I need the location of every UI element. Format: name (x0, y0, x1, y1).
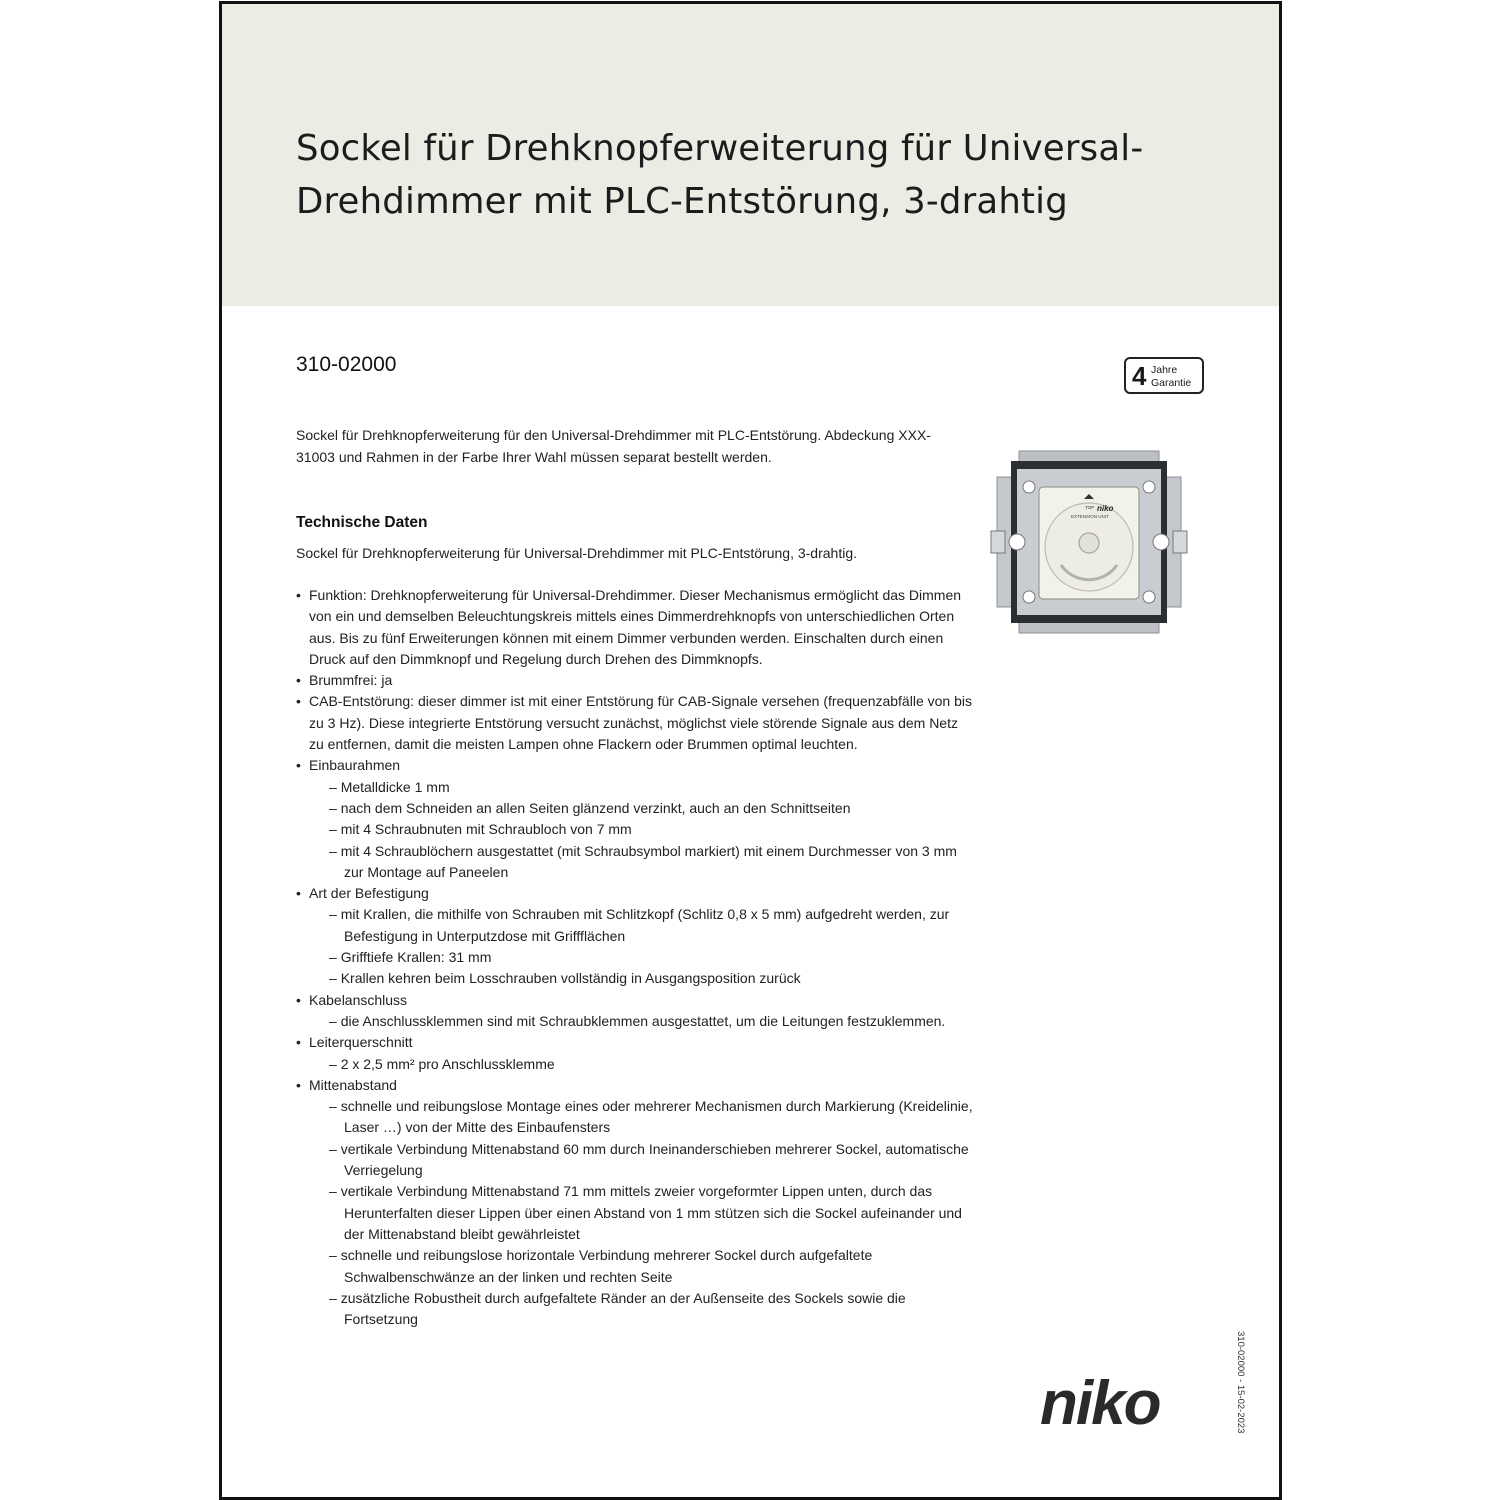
product-image (989, 447, 1189, 637)
document-id-text: 310-02000 - 15-02-2023 (1235, 1331, 1246, 1434)
spec-item-text: Kabelanschluss (309, 991, 408, 1008)
spec-subitem: – vertikale Verbindung Mittenabstand 71 mm mittels zweier vorgeformter Lippen unten, durch das Herunterfalten dieser Lippen über einen Abstand von 1 mm stützen sich die Sockel aufeinander und der Mittenabstand bleibt gewährleistet (309, 1181, 976, 1245)
spec-item-text: Brummfrei: ja (309, 672, 393, 689)
spec-subitem: – mit Krallen, die mithilfe von Schrauben mit Schlitzkopf (Schlitz 0,8 x 5 mm) aufgedreht werden, zur Befestigung in Unterputzdose mit Griffflächen (309, 904, 976, 947)
spec-list (296, 585, 976, 1330)
product-extension-text: EXTENSION UNIT (1071, 514, 1109, 519)
page-title: Sockel für Drehknopferweiterung für Universal-Drehdimmer mit PLC-Entstörung, 3-drahtig (296, 128, 1144, 222)
spec-subitem: – schnelle und reibungslose horizontale Verbindung mehrerer Sockel durch aufgefaltete Schwalbenschwänze an der linken und rechten Seite (309, 1245, 976, 1288)
spec-item (296, 691, 976, 755)
section-title-technical-data: Technische Daten (296, 514, 428, 531)
spec-sublist (309, 1011, 976, 1032)
spec-item (296, 883, 976, 989)
spec-item (296, 670, 976, 691)
intro-paragraph: Sockel für Drehknopferweiterung für den Universal-Drehdimmer mit PLC-Entstörung. Abdeckung XXX-31003 und Rahmen in der Farbe Ihrer Wahl müssen separat bestellt werden. (296, 427, 931, 465)
spec-item (296, 1075, 976, 1331)
spec-item (296, 585, 976, 670)
product-brand-text: niko (1097, 504, 1114, 513)
spec-subitem: – Krallen kehren beim Losschrauben vollständig in Ausgangsposition zurück (309, 968, 976, 989)
spec-subitem: – schnelle und reibungslose Montage eines oder mehrerer Mechanismen durch Markierung (Kreidelinie, Laser …) von der Mitte des Einbaufensters (309, 1096, 976, 1139)
niko-logo (1038, 1376, 1208, 1431)
spec-sublist (309, 904, 976, 989)
warranty-label-guarantee: Garantie (1151, 377, 1192, 389)
datasheet-page (219, 1, 1282, 1500)
spec-subitem: – mit 4 Schraubnuten mit Schraubloch von 7 mm (309, 819, 976, 840)
spec-item (296, 755, 976, 883)
logo-text: niko (1040, 1376, 1160, 1431)
spec-subitem: – die Anschlussklemmen sind mit Schraubklemmen ausgestattet, um die Leitungen festzuklemmen. (309, 1011, 976, 1032)
spec-item (296, 1032, 976, 1075)
spec-sublist (309, 777, 976, 883)
spec-item-text: Leiterquerschnitt (309, 1034, 413, 1051)
spec-item-text: Funktion: Drehknopferweiterung für Universal-Drehdimmer. Dieser Mechanismus ermöglicht das Dimmen von ein und demselben Beleuchtungskreis mittels eines Dimmerdrehknopfs von unterschiedlichen Orten aus. Bis zu fünf Erweiterungen können mit einem Dimmer verbunden werden. Einschalten durch einen Druck auf den Dimmknopf und Regelung durch Drehen des Dimmknopfs. (309, 587, 962, 667)
spec-subitem: – zusätzliche Robustheit durch aufgefaltete Ränder an der Außenseite des Sockels sowie die Fortsetzung (309, 1288, 976, 1331)
spec-item-text: Einbaurahmen (309, 757, 401, 774)
spec-subitem: – 2 x 2,5 mm² pro Anschlussklemme (309, 1054, 976, 1075)
spec-subitem: – nach dem Schneiden an allen Seiten glänzend verzinkt, auch an den Schnittseiten (309, 798, 976, 819)
spec-sublist (309, 1054, 976, 1075)
spec-subitem: – Grifftiefe Krallen: 31 mm (309, 947, 976, 968)
document-id (1232, 1331, 1252, 1434)
spec-sublist (309, 1096, 976, 1330)
product-badge-text: TOP (1085, 505, 1095, 510)
spec-item-text: Mittenabstand (309, 1076, 397, 1093)
spec-item (296, 990, 976, 1033)
warranty-badge (1124, 357, 1204, 394)
spec-subitem: – vertikale Verbindung Mittenabstand 60 mm durch Ineinanderschieben mehrerer Sockel, automatische Verriegelung (309, 1139, 976, 1182)
product-code: 310-02000 (296, 353, 397, 376)
warranty-label-years: Jahre (1151, 364, 1178, 376)
spec-item-text: Art der Befestigung (309, 885, 429, 902)
warranty-years: 4 (1132, 361, 1147, 391)
title-banner (222, 4, 1279, 306)
spec-item-text: CAB-Entstörung: dieser dimmer ist mit einer Entstörung für CAB-Signale versehen (frequenzabfälle von bis zu 3 Hz). Diese integrierte Entstörung versucht zunächst, möglichst viele störende Signale aus dem Netz zu entfernen, damit die meisten Lampen ohne Flackern oder Brummen optimal leuchten. (309, 693, 972, 753)
spec-subitem: – Metalldicke 1 mm (309, 777, 976, 798)
spec-subitem: – mit 4 Schraublöchern ausgestattet (mit Schraubsymbol markiert) mit einem Durchmesser von 3 mm zur Montage auf Paneelen (309, 841, 976, 884)
summary-paragraph: Sockel für Drehknopferweiterung für Universal-Drehdimmer mit PLC-Entstörung, 3-drahtig. (296, 545, 857, 561)
